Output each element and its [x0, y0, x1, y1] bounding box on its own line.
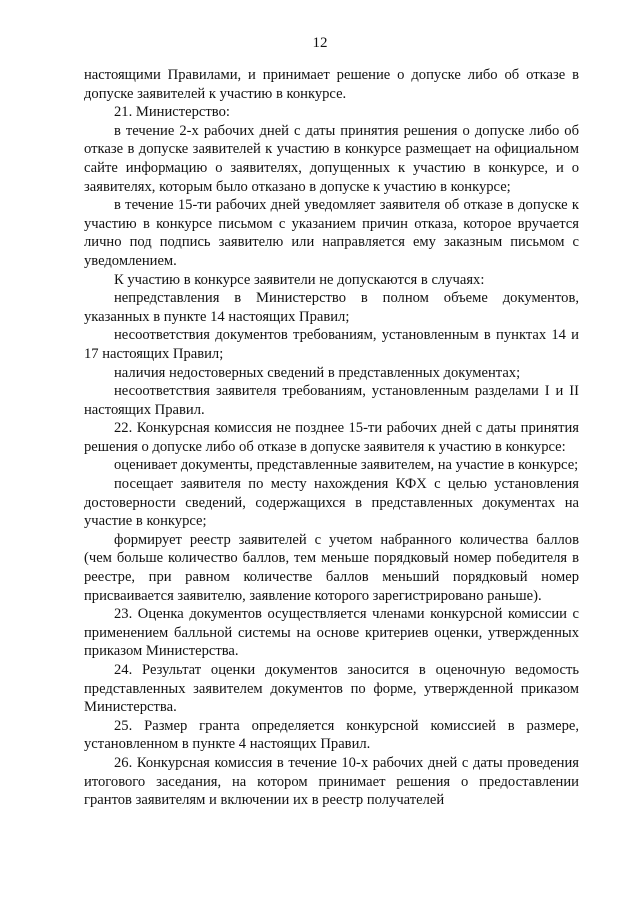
paragraph: 21. Министерство: — [114, 104, 230, 121]
paragraph: наличия недостоверных сведений в представленных документах; — [114, 364, 521, 381]
paragraph: настоящими Правилами, и принимает решение о допуске либо об отказе в допуске заявителей к участию в конкурсе. — [84, 67, 579, 102]
paragraph: в течение 15-ти рабочих дней уведомляет заявителя об отказе в допуске к участию в конкурсе письмом с указанием причин отказа, которое вручается лично под подпись заявителю или направляется ему заказным письмом с уведомлением. — [84, 197, 579, 269]
paragraph: 25. Размер гранта определяется конкурсной комиссией в размере, установленном в пункте 4 настоящих Правил. — [84, 717, 579, 753]
paragraph: в течение 2-х рабочих дней с даты принятия решения о допуске либо об отказе в допуске заявителей к участию в конкурсе размещает на официальном сайте информацию о заявителях, допущенных к участию в конкурсе, и о заявителях, которым было отказано в допуске к участию в конкурсе; — [84, 122, 579, 195]
document-body — [84, 66, 579, 810]
paragraph: 26. Конкурсная комиссия в течение 10-х рабочих дней с даты проведения итогового заседания, на котором принимает решения о предоставлении грантов заявителям и включении их в реестр получателей — [84, 754, 579, 809]
paragraph: непредставления в Министерство в полном объеме документов, указанных в пункте 14 настоящих Правил; — [84, 290, 579, 325]
page-number: 12 — [312, 35, 328, 51]
paragraph: К участию в конкурсе заявители не допускаются в случаях: — [114, 271, 485, 288]
paragraph: несоответствия заявителя требованиям, установленным разделами I и II настоящих Правил. — [84, 383, 579, 418]
paragraph: несоответствия документов требованиям, установленным в пунктах 14 и 17 настоящих Правил; — [84, 327, 579, 362]
paragraph: 22. Конкурсная комиссия не позднее 15-ти рабочих дней с даты принятия решения о допуске либо об отказе в допуске заявителя к участию в конкурсе: — [84, 420, 579, 455]
paragraph: формирует реестр заявителей с учетом набранного количества баллов (чем больше количество баллов, тем меньше порядковый номер победителя в реестре, при равном количестве баллов меньший порядковый номер присваивается заявителю, заявление которого зарегистрировано раньше). — [84, 531, 579, 604]
paragraph: 23. Оценка документов осуществляется членами конкурсной комиссии с применением балльной системы на основе критериев оценки, утвержденных приказом Министерства. — [84, 606, 579, 660]
paragraph: оценивает документы, представленные заявителем, на участие в конкурсе; — [114, 457, 579, 474]
paragraph: 24. Результат оценки документов заносится в оценочную ведомость представленных заявителем документов по форме, утвержденной приказом Министерства. — [84, 662, 579, 716]
paragraph: посещает заявителя по месту нахождения КФХ с целью установления достоверности сведений, содержащихся в представленных документах на участие в конкурсе; — [84, 476, 579, 530]
